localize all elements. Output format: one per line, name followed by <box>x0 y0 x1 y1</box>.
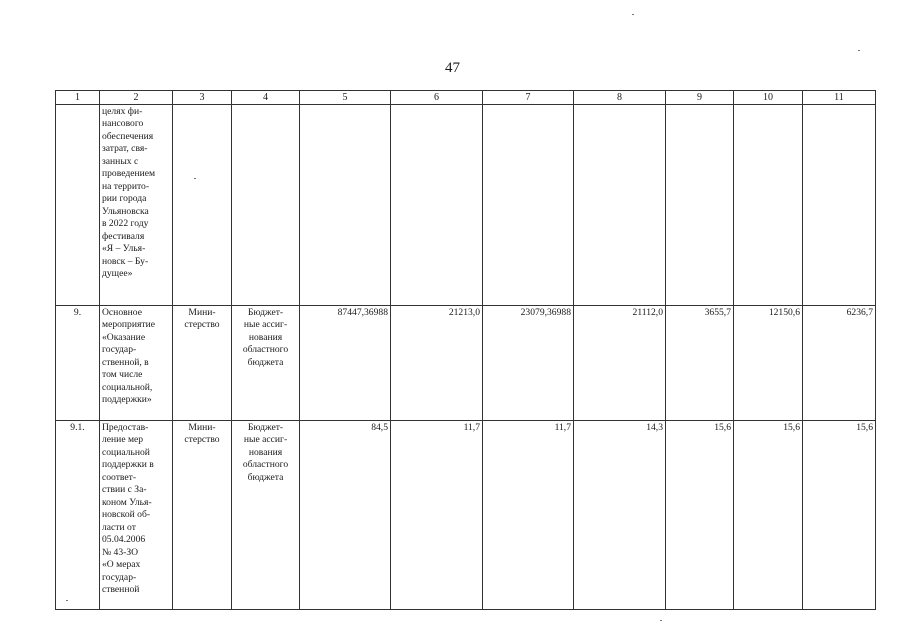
cell-line: областного <box>242 459 289 471</box>
value-cell: 21112,0 <box>574 306 666 421</box>
cell-line: ные ассиг- <box>243 434 288 446</box>
value-cell: 15,6 <box>803 421 876 610</box>
value-cell <box>483 105 574 306</box>
cell-line: проведением <box>102 168 156 180</box>
value-cell: 11,7 <box>483 421 574 610</box>
cell-line: бюджета <box>247 356 284 368</box>
cell-line: новской об- <box>102 509 151 521</box>
value-cell: 15,6 <box>734 421 803 610</box>
cell-line: нования <box>248 331 283 343</box>
cell-line: занных с <box>102 155 139 167</box>
executor-cell <box>173 306 232 421</box>
cell-line: № 43-ЗО <box>102 546 139 558</box>
cell-line: социальной, <box>102 381 153 393</box>
value-cell: 87447,36988 <box>300 306 391 421</box>
value-cell: 11,7 <box>391 421 483 610</box>
cell-line: коном Улья- <box>102 496 152 508</box>
executor-cell <box>173 421 232 610</box>
value-cell: 12150,6 <box>734 306 803 421</box>
cell-line: Основное <box>102 307 142 318</box>
cell-line: нования <box>248 446 283 458</box>
cell-line: областного <box>242 344 289 356</box>
cell-line: нансового <box>102 118 144 130</box>
table-row <box>56 421 876 610</box>
cell-line: Бюджет- <box>247 422 284 433</box>
column-header: 7 <box>483 91 574 105</box>
value-cell: 23079,36988 <box>483 306 574 421</box>
scan-speck <box>194 178 196 179</box>
table-header-row <box>56 91 876 105</box>
cell-line: 05.04.2006 <box>102 534 146 546</box>
cell-line: дущее» <box>102 268 133 280</box>
cell-line: рии города <box>102 193 147 205</box>
scan-speck <box>660 620 662 621</box>
value-cell <box>574 105 666 306</box>
value-cell <box>803 105 876 306</box>
cell-line: ствии с За- <box>102 484 147 496</box>
cell-line: целях фи- <box>102 106 143 117</box>
cell-line: стерство <box>184 434 220 446</box>
column-header: 8 <box>574 91 666 105</box>
column-header: 4 <box>232 91 300 105</box>
row-number-cell: 9. <box>56 306 100 421</box>
cell-line: государ- <box>102 344 137 356</box>
cell-line: ление мер <box>102 434 144 446</box>
value-cell: 14,3 <box>574 421 666 610</box>
value-cell <box>734 105 803 306</box>
funding-source-cell <box>232 421 300 610</box>
measure-name-cell <box>100 421 173 610</box>
cell-line: Ульяновска <box>102 205 149 217</box>
cell-line: государ- <box>102 571 137 583</box>
funding-source-cell <box>232 306 300 421</box>
cell-line: на террито- <box>102 180 150 192</box>
column-header: 9 <box>666 91 734 105</box>
cell-line: соответ- <box>102 471 137 483</box>
cell-line: поддержки» <box>102 394 152 406</box>
cell-line: мероприятие <box>102 319 155 331</box>
value-cell <box>666 105 734 306</box>
cell-line: Мини- <box>188 307 216 318</box>
cell-line: затрат, свя- <box>102 143 148 155</box>
value-cell: 3655,7 <box>666 306 734 421</box>
cell-line: в 2022 году <box>102 218 149 230</box>
value-cell: 84,5 <box>300 421 391 610</box>
cell-line: новск – Бу- <box>102 255 149 267</box>
cell-line: том числе <box>102 369 143 381</box>
table-row <box>56 105 876 306</box>
measure-name-cell <box>100 306 173 421</box>
column-header: 6 <box>391 91 483 105</box>
executor-cell <box>173 105 232 306</box>
cell-line: «Я – Улья- <box>102 243 146 255</box>
column-header: 5 <box>300 91 391 105</box>
scan-speck <box>632 14 634 15</box>
budget-table <box>55 90 876 610</box>
funding-source-cell <box>232 105 300 306</box>
cell-line: «О мерах <box>102 559 141 571</box>
row-number-cell <box>56 105 100 306</box>
page-number: 47 <box>445 60 460 76</box>
cell-line: Бюджет- <box>247 307 284 318</box>
column-header: 11 <box>803 91 876 105</box>
cell-line: ные ассиг- <box>243 319 288 331</box>
scan-speck <box>858 50 860 51</box>
cell-line: ласти от <box>102 521 136 533</box>
value-cell: 15,6 <box>666 421 734 610</box>
value-cell <box>300 105 391 306</box>
cell-line: ственной <box>102 584 140 596</box>
value-cell <box>391 105 483 306</box>
column-header: 2 <box>100 91 173 105</box>
measure-name-cell <box>100 105 173 306</box>
column-header: 3 <box>173 91 232 105</box>
cell-line: «Оказание <box>102 331 146 343</box>
column-header: 1 <box>56 91 100 105</box>
cell-line: стерство <box>184 319 220 331</box>
cell-line: поддержки в <box>102 459 154 471</box>
column-header: 10 <box>734 91 803 105</box>
cell-line: обеспечения <box>102 130 154 142</box>
row-number-cell: 9.1. <box>56 421 100 610</box>
scan-speck <box>66 600 68 601</box>
cell-line: Мини- <box>188 422 216 433</box>
cell-line: фестиваля <box>102 230 145 242</box>
cell-line: социальной <box>102 446 150 458</box>
value-cell: 6236,7 <box>803 306 876 421</box>
value-cell: 21213,0 <box>391 306 483 421</box>
table-row <box>56 306 876 421</box>
cell-line: Предостав- <box>102 422 149 433</box>
cell-line: бюджета <box>247 471 284 483</box>
cell-line: ственной, в <box>102 356 149 368</box>
